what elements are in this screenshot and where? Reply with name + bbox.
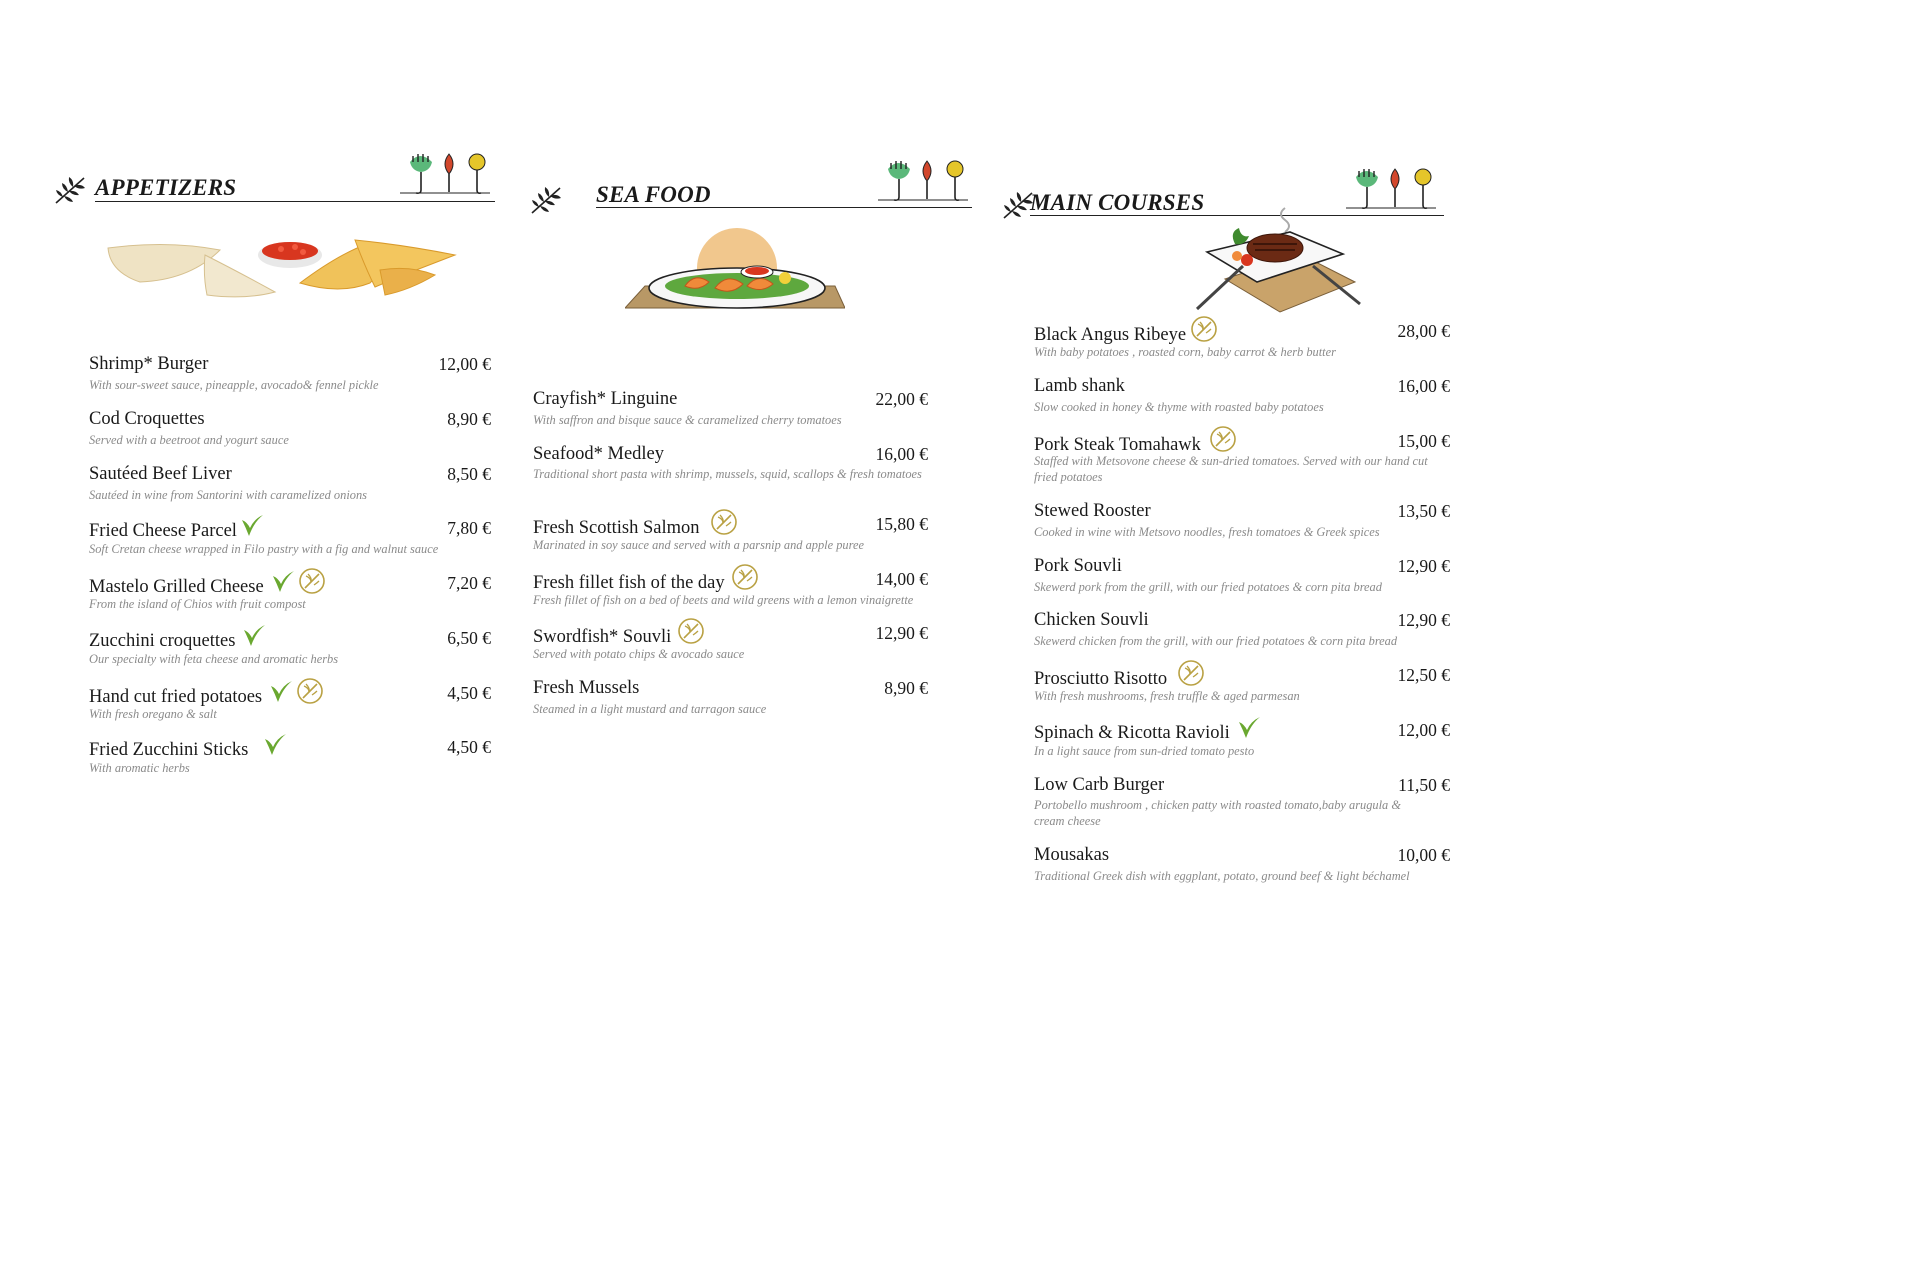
gluten-free-icon bbox=[677, 617, 705, 645]
menu-item bbox=[89, 409, 491, 449]
item-description: Sautéed in wine from Santorini with caramelized onions bbox=[89, 488, 367, 502]
item-name: Seafood* Medley bbox=[533, 444, 665, 464]
item-description: With sour-sweet sauce, pineapple, avocado& fennel pickle bbox=[89, 378, 379, 392]
vegetarian-check-icon bbox=[270, 568, 296, 594]
item-name: Lamb shank bbox=[1034, 376, 1125, 396]
menu-item bbox=[1034, 775, 1450, 831]
item-price: 12,00 € bbox=[1397, 720, 1450, 740]
item-name: Fresh Mussels bbox=[533, 678, 640, 698]
section-underline bbox=[95, 201, 495, 202]
menu-item bbox=[533, 389, 928, 429]
menu-item bbox=[1034, 845, 1450, 885]
herb-sprig-icon bbox=[530, 182, 564, 216]
item-name: Spinach & Ricotta Ravioli bbox=[1034, 722, 1230, 743]
item-name: Mastelo Grilled Cheese bbox=[89, 576, 264, 597]
item-name: Fried Cheese Parcel bbox=[89, 520, 237, 541]
item-price: 12,50 € bbox=[1397, 665, 1450, 685]
item-description: Skewerd chicken from the grill, with our fried potatoes & corn pita bread bbox=[1034, 634, 1398, 648]
menu-item bbox=[533, 569, 928, 609]
item-description: With saffron and bisque sauce & caramelized cherry tomatoes bbox=[533, 413, 842, 427]
item-price: 10,00 € bbox=[1397, 845, 1450, 865]
item-description: Traditional Greek dish with eggplant, potato, ground beef & light béchamel bbox=[1034, 869, 1410, 883]
section-underline bbox=[596, 207, 972, 208]
item-name: Fried Zucchini Sticks bbox=[89, 739, 249, 760]
item-name: Hand cut fried potatoes bbox=[89, 686, 263, 707]
item-name: Zucchini croquettes bbox=[89, 630, 236, 651]
item-description: Skewerd pork from the grill, with our fried potatoes & corn pita bread bbox=[1034, 580, 1382, 594]
gluten-free-icon bbox=[296, 677, 324, 705]
item-price: 12,90 € bbox=[875, 623, 928, 643]
vegetarian-check-icon bbox=[239, 512, 265, 538]
item-price: 13,50 € bbox=[1397, 501, 1450, 521]
main-courses-illustration bbox=[1195, 204, 1365, 316]
item-price: 12,90 € bbox=[1397, 610, 1450, 630]
item-price: 15,00 € bbox=[1397, 431, 1450, 451]
item-price: 7,20 € bbox=[447, 573, 491, 593]
item-name: Chicken Souvli bbox=[1034, 610, 1149, 630]
section-title-main-courses: MAIN COURSES bbox=[1030, 190, 1205, 215]
item-description: Soft Cretan cheese wrapped in Filo pastry with a fig and walnut sauce bbox=[89, 542, 439, 556]
main-courses-section bbox=[990, 0, 1554, 1040]
seafood-section bbox=[520, 0, 990, 1040]
item-description: Our specialty with feta cheese and aromatic herbs bbox=[89, 652, 339, 666]
item-description: From the island of Chios with fruit compost bbox=[89, 597, 306, 611]
menu-item bbox=[1034, 665, 1450, 705]
item-price: 12,00 € bbox=[438, 354, 491, 374]
item-name: Fresh fillet fish of the day bbox=[533, 572, 725, 593]
item-description: Staffed with Metsovone cheese & sun-dried tomatoes. Served with our hand cut fried potatoes bbox=[1034, 454, 1428, 484]
menu-item bbox=[1034, 501, 1450, 541]
menu-item bbox=[89, 464, 491, 504]
menu-item bbox=[1034, 431, 1450, 487]
item-price: 6,50 € bbox=[447, 628, 491, 648]
menu-item bbox=[89, 518, 491, 558]
item-name: Low Carb Burger bbox=[1034, 775, 1165, 795]
menu-item bbox=[89, 683, 491, 723]
utensils-icon bbox=[400, 150, 490, 200]
menu-item bbox=[533, 514, 928, 554]
item-description: In a light sauce from sun-dried tomato pesto bbox=[1034, 744, 1255, 758]
item-description: Marinated in soy sauce and served with a parsnip and apple puree bbox=[533, 538, 864, 552]
section-title-seafood: SEA FOOD bbox=[596, 182, 711, 207]
menu-item bbox=[1034, 720, 1450, 760]
menu-item bbox=[89, 737, 491, 777]
item-price: 15,80 € bbox=[875, 514, 928, 534]
item-description: With baby potatoes , roasted corn, baby carrot & herb butter bbox=[1034, 345, 1336, 359]
item-name: Swordfish* Souvli bbox=[533, 626, 672, 647]
item-description: Traditional short pasta with shrimp, mussels, squid, scallops & fresh tomatoes bbox=[533, 467, 922, 481]
vegetarian-check-icon bbox=[1236, 714, 1262, 740]
item-price: 22,00 € bbox=[875, 389, 928, 409]
menu-item bbox=[1034, 376, 1450, 416]
item-name: Fresh Scottish Salmon bbox=[533, 517, 700, 538]
menu-item bbox=[533, 623, 928, 663]
item-price: 4,50 € bbox=[447, 683, 491, 703]
menu-item bbox=[533, 444, 928, 500]
item-name: Shrimp* Burger bbox=[89, 354, 209, 374]
item-price: 8,90 € bbox=[447, 409, 491, 429]
item-name: Cod Croquettes bbox=[89, 409, 205, 429]
item-price: 16,00 € bbox=[875, 444, 928, 464]
item-name: Black Angus Ribeye bbox=[1034, 324, 1187, 345]
section-title-appetizers: APPETIZERS bbox=[95, 175, 237, 200]
item-description: Slow cooked in honey & thyme with roasted baby potatoes bbox=[1034, 400, 1324, 414]
item-description: Served with potato chips & avocado sauce bbox=[533, 647, 745, 661]
item-description: With fresh mushrooms, fresh truffle & aged parmesan bbox=[1034, 689, 1300, 703]
item-description: Portobello mushroom , chicken patty with roasted tomato,baby arugula & cream cheese bbox=[1034, 798, 1401, 828]
vegetarian-check-icon bbox=[268, 678, 294, 704]
gluten-free-icon bbox=[298, 567, 326, 595]
item-name: Pork Steak Tomahawk bbox=[1034, 434, 1201, 455]
menu-item bbox=[1034, 610, 1450, 650]
item-description: With aromatic herbs bbox=[89, 761, 190, 775]
appetizers-illustration bbox=[105, 235, 465, 300]
item-description: With fresh oregano & salt bbox=[89, 707, 217, 721]
item-name: Mousakas bbox=[1034, 845, 1110, 865]
menu-item bbox=[1034, 321, 1450, 361]
item-description: Served with a beetroot and yogurt sauce bbox=[89, 433, 289, 447]
item-name: Stewed Rooster bbox=[1034, 501, 1151, 521]
item-price: 12,90 € bbox=[1397, 556, 1450, 576]
gluten-free-icon bbox=[710, 508, 738, 536]
gluten-free-icon bbox=[1209, 425, 1237, 453]
item-name: Pork Souvli bbox=[1034, 556, 1122, 576]
menu-item bbox=[1034, 556, 1450, 596]
item-description: Steamed in a light mustard and tarragon sauce bbox=[533, 702, 767, 716]
gluten-free-icon bbox=[731, 563, 759, 591]
item-name: Crayfish* Linguine bbox=[533, 389, 678, 409]
item-name: Sautéed Beef Liver bbox=[89, 464, 232, 484]
item-price: 11,50 € bbox=[1398, 775, 1450, 795]
menu-item bbox=[533, 678, 928, 718]
item-name: Prosciutto Risotto bbox=[1034, 668, 1168, 689]
item-price: 16,00 € bbox=[1397, 376, 1450, 396]
gluten-free-icon bbox=[1190, 315, 1218, 343]
item-description: Cooked in wine with Metsovo noodles, fresh tomatoes & Greek spices bbox=[1034, 525, 1380, 539]
item-price: 28,00 € bbox=[1397, 321, 1450, 341]
item-price: 8,90 € bbox=[884, 678, 928, 698]
appetizers-section bbox=[0, 0, 520, 1040]
item-price: 7,80 € bbox=[447, 518, 491, 538]
item-price: 4,50 € bbox=[447, 737, 491, 757]
menu-item bbox=[89, 573, 491, 613]
item-description: Fresh fillet of fish on a bed of beets and wild greens with a lemon vinaigrette bbox=[533, 593, 914, 607]
item-price: 8,50 € bbox=[447, 464, 491, 484]
menu-item bbox=[89, 628, 491, 668]
seafood-illustration bbox=[625, 228, 845, 316]
herb-sprig-icon bbox=[54, 172, 88, 206]
utensils-icon bbox=[878, 157, 968, 207]
vegetarian-check-icon bbox=[262, 731, 288, 757]
menu-item bbox=[89, 354, 491, 394]
item-price: 14,00 € bbox=[875, 569, 928, 589]
vegetarian-check-icon bbox=[241, 622, 267, 648]
gluten-free-icon bbox=[1177, 659, 1205, 687]
